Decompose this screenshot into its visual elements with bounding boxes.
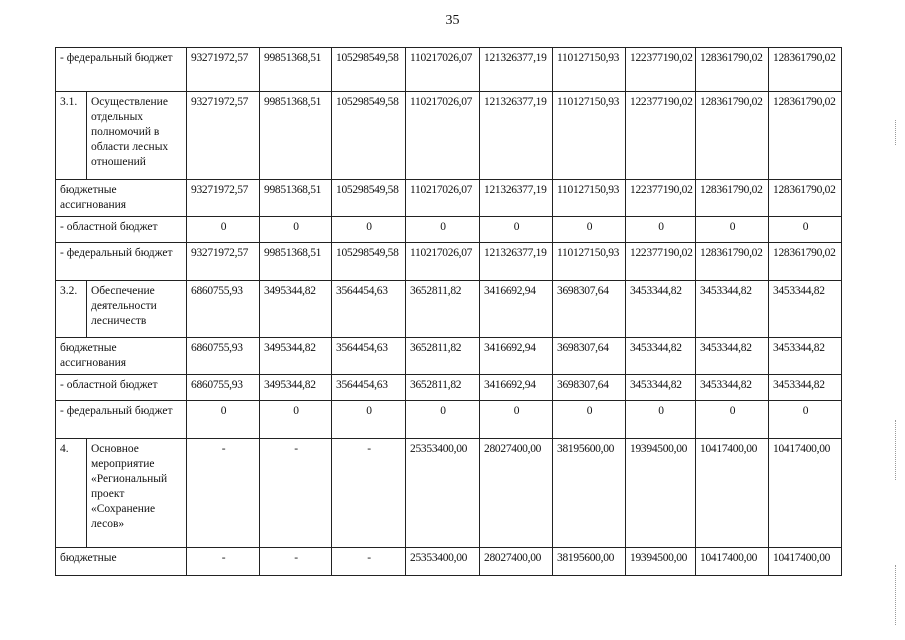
value-cell: 121326377,19 <box>480 92 553 180</box>
value-cell: 0 <box>406 217 480 243</box>
row-label: - федеральный бюджет <box>56 243 187 281</box>
value-cell: 0 <box>260 401 332 439</box>
value-cell: 3416692,94 <box>480 375 553 401</box>
value-cell: 3652811,82 <box>406 338 480 375</box>
value-cell: 6860755,93 <box>187 281 260 338</box>
value-cell: 93271972,57 <box>187 48 260 92</box>
value-cell: 128361790,02 <box>696 180 769 217</box>
value-cell: 128361790,02 <box>696 243 769 281</box>
value-cell: 0 <box>332 401 406 439</box>
value-cell: 3652811,82 <box>406 375 480 401</box>
value-cell: 0 <box>187 217 260 243</box>
value-cell: 0 <box>553 217 626 243</box>
value-cell: 3453344,82 <box>626 338 696 375</box>
value-cell: 6860755,93 <box>187 375 260 401</box>
value-cell: 19394500,00 <box>626 548 696 576</box>
value-cell: 3453344,82 <box>769 338 842 375</box>
value-cell: 3453344,82 <box>696 375 769 401</box>
value-cell: 93271972,57 <box>187 243 260 281</box>
value-cell: 110217026,07 <box>406 243 480 281</box>
budget-table <box>55 47 842 576</box>
value-cell: 128361790,02 <box>769 180 842 217</box>
value-cell: 121326377,19 <box>480 180 553 217</box>
table-row <box>56 375 842 401</box>
value-cell: 3652811,82 <box>406 281 480 338</box>
value-cell: 0 <box>696 217 769 243</box>
value-cell: 3698307,64 <box>553 375 626 401</box>
value-cell: 0 <box>187 401 260 439</box>
value-cell: 128361790,02 <box>769 92 842 180</box>
row-label: бюджетные <box>56 548 187 576</box>
table-row <box>56 217 842 243</box>
table-row <box>56 243 842 281</box>
value-cell: 3453344,82 <box>696 338 769 375</box>
value-cell: 6860755,93 <box>187 338 260 375</box>
item-name: Обеспечение деятельности лесничеств <box>87 281 187 338</box>
value-cell: 3453344,82 <box>769 375 842 401</box>
value-cell: 0 <box>332 217 406 243</box>
value-cell: - <box>260 548 332 576</box>
row-label: - областной бюджет <box>56 217 187 243</box>
value-cell: 110127150,93 <box>553 180 626 217</box>
value-cell: 93271972,57 <box>187 180 260 217</box>
value-cell: 3564454,63 <box>332 338 406 375</box>
value-cell: 25353400,00 <box>406 439 480 548</box>
value-cell: 110127150,93 <box>553 243 626 281</box>
value-cell: 3495344,82 <box>260 338 332 375</box>
table-row <box>56 439 842 548</box>
value-cell: 3416692,94 <box>480 338 553 375</box>
value-cell: 0 <box>553 401 626 439</box>
row-label: - областной бюджет <box>56 375 187 401</box>
item-code: 3.2. <box>56 281 87 338</box>
value-cell: 0 <box>480 401 553 439</box>
value-cell: 128361790,02 <box>696 92 769 180</box>
value-cell: 0 <box>696 401 769 439</box>
value-cell: 110217026,07 <box>406 92 480 180</box>
table-row <box>56 180 842 217</box>
value-cell: 0 <box>626 217 696 243</box>
value-cell: 3564454,63 <box>332 375 406 401</box>
table-row <box>56 281 842 338</box>
value-cell: 110217026,07 <box>406 48 480 92</box>
value-cell: 28027400,00 <box>480 548 553 576</box>
value-cell: - <box>260 439 332 548</box>
item-name: Основное мероприятие «Региональный проект «Сохранение лесов» <box>87 439 187 548</box>
value-cell: 3698307,64 <box>553 338 626 375</box>
value-cell: 99851368,51 <box>260 243 332 281</box>
value-cell: 128361790,02 <box>769 243 842 281</box>
value-cell: 0 <box>260 217 332 243</box>
table-row <box>56 338 842 375</box>
row-label: бюджетные ассигнования <box>56 338 187 375</box>
value-cell: 38195600,00 <box>553 439 626 548</box>
value-cell: 121326377,19 <box>480 243 553 281</box>
value-cell: 10417400,00 <box>769 548 842 576</box>
value-cell: 3495344,82 <box>260 281 332 338</box>
value-cell: 3698307,64 <box>553 281 626 338</box>
value-cell: 10417400,00 <box>769 439 842 548</box>
value-cell: 0 <box>769 217 842 243</box>
value-cell: 0 <box>769 401 842 439</box>
value-cell: 122377190,02 <box>626 180 696 217</box>
value-cell: 110127150,93 <box>553 48 626 92</box>
row-label: - федеральный бюджет <box>56 48 187 92</box>
scan-edge-marks <box>895 120 899 145</box>
value-cell: 3453344,82 <box>696 281 769 338</box>
value-cell: 3564454,63 <box>332 281 406 338</box>
value-cell: 3453344,82 <box>626 375 696 401</box>
value-cell: 105298549,58 <box>332 243 406 281</box>
value-cell: 0 <box>480 217 553 243</box>
item-name: Осуществление отдельных полномочий в области лесных отношений <box>87 92 187 180</box>
value-cell: 3416692,94 <box>480 281 553 338</box>
value-cell: 3453344,82 <box>626 281 696 338</box>
table-body <box>56 48 842 576</box>
value-cell: - <box>332 548 406 576</box>
table-row <box>56 548 842 576</box>
value-cell: 99851368,51 <box>260 92 332 180</box>
value-cell: 122377190,02 <box>626 48 696 92</box>
row-label: бюджетные ассигнования <box>56 180 187 217</box>
value-cell: 122377190,02 <box>626 243 696 281</box>
row-label: - федеральный бюджет <box>56 401 187 439</box>
value-cell: 3453344,82 <box>769 281 842 338</box>
value-cell: 93271972,57 <box>187 92 260 180</box>
value-cell: 122377190,02 <box>626 92 696 180</box>
value-cell: 19394500,00 <box>626 439 696 548</box>
value-cell: 25353400,00 <box>406 548 480 576</box>
table-row <box>56 401 842 439</box>
item-code: 4. <box>56 439 87 548</box>
value-cell: 99851368,51 <box>260 48 332 92</box>
value-cell: 28027400,00 <box>480 439 553 548</box>
table-row <box>56 92 842 180</box>
value-cell: 99851368,51 <box>260 180 332 217</box>
item-code: 3.1. <box>56 92 87 180</box>
page-number: 35 <box>445 13 460 28</box>
value-cell: 10417400,00 <box>696 439 769 548</box>
value-cell: 0 <box>626 401 696 439</box>
value-cell: 0 <box>406 401 480 439</box>
value-cell: 128361790,02 <box>696 48 769 92</box>
value-cell: 128361790,02 <box>769 48 842 92</box>
table-row <box>56 48 842 92</box>
value-cell: - <box>187 548 260 576</box>
value-cell: 3495344,82 <box>260 375 332 401</box>
value-cell: 121326377,19 <box>480 48 553 92</box>
value-cell: 105298549,58 <box>332 48 406 92</box>
value-cell: 110127150,93 <box>553 92 626 180</box>
value-cell: 105298549,58 <box>332 180 406 217</box>
scan-edge-marks <box>895 565 899 625</box>
value-cell: 38195600,00 <box>553 548 626 576</box>
value-cell: 10417400,00 <box>696 548 769 576</box>
value-cell: 110217026,07 <box>406 180 480 217</box>
value-cell: - <box>187 439 260 548</box>
value-cell: 105298549,58 <box>332 92 406 180</box>
value-cell: - <box>332 439 406 548</box>
scan-edge-marks <box>895 420 899 480</box>
